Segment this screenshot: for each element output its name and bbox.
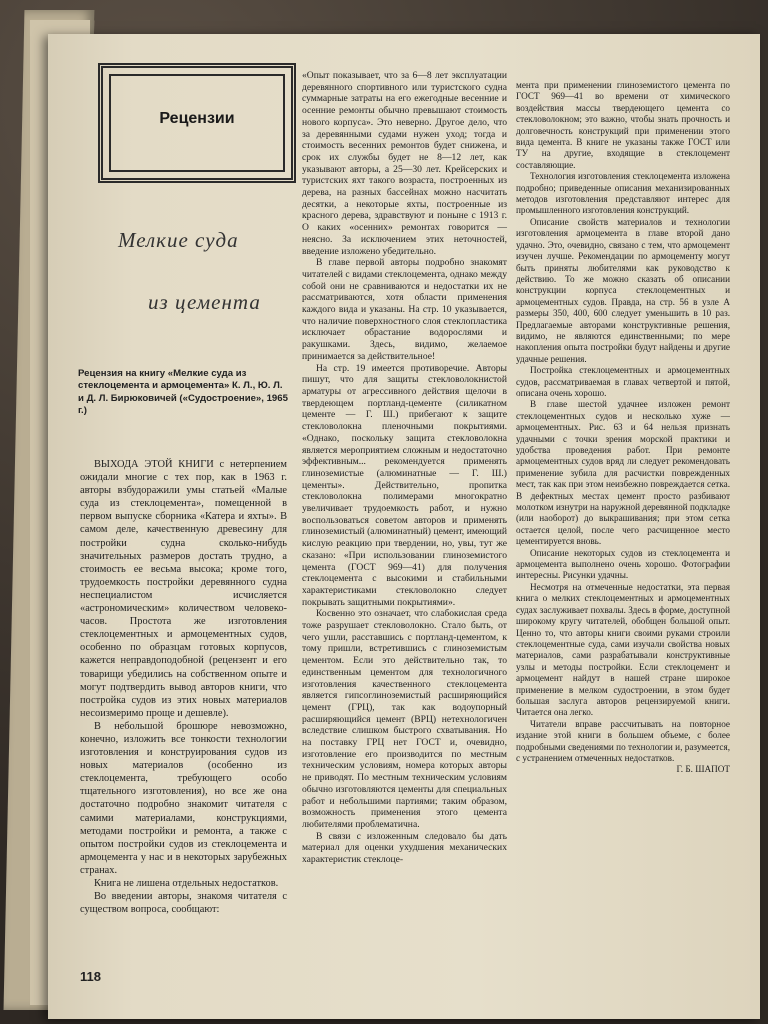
col1-paragraph: Во введении авторы, знакомя читателя с существом вопроса, сообщают:	[80, 891, 287, 916]
col3-paragraph: Описание некоторых судов из стеклоцемента и армоцемента выполнено очень хорошо. Фотографии интересны. Рисунки удачны.	[516, 547, 730, 581]
col1-paragraph: В небольшой брошюре невозможно, конечно, изложить все тонкости технологии изготовления и конструирования судов из новых материалов (особенно из стеклоцемента, требующего особо тщательного изготовления), но все же она достаточно подробно знакомит читателя с самими материалами, конструкциями, методами постройки и ремонта, а также с опытом постройки судов из стеклоцемента и армоцемента у нас и в некоторых зарубежных странах.	[80, 720, 287, 876]
col2-paragraph: В главе первой авторы подробно знакомят читателей с видами стеклоцемента, однако между собой они не сравниваются и недостатки их не рассматриваются, хотя области применения каждого вида и указаны. На стр. 10 указывается, что наличие поверхностного слоя стеклопластика исключает обрастание водорослями и ракушками. Здесь, видимо, желаемое принимается за действительное!	[302, 257, 507, 362]
col3-paragraph: Несмотря на отмеченные недостатки, эта первая книга о мелких стеклоцементных и армоцементных судах заслуживает похвалы. Здесь в форме, доступной широкому кругу читателей, обобщен большой опыт. Ценно то, что авторы книги своими руками строили стеклоцементные суда, сами изучали свойства новых материалов, сами разрабатывали конструктивные узлы и методы постройки. Если стеклоцемент и армоцемент найдут в нашей стране широкое применение в мелком судостроении, в этом будет большая заслуга авторов рецензируемой книги. Читается она легко.	[516, 581, 730, 718]
col2-paragraph: В связи с изложенным следовало бы дать материал для оценки ухудшения механических характеристик стеклоце-	[302, 830, 507, 866]
section-frame	[98, 63, 296, 183]
col1-paragraph: Книга не лишена отдельных недостатков.	[94, 878, 279, 889]
review-subtitle: Рецензия на книгу «Мелкие суда из стеклоцемента и армоцемента» К. Л., Ю. Л. и Д. Л. Бирюковичей («Судостроение», 1965 г.)	[78, 368, 288, 417]
col2-paragraph: Косвенно это означает, что слабокислая среда тоже разрушает стекловолокно. Стало быть, от чего ушли, расставшись с портланд-цементом, к тому пришли, встретившись с глиноземистым цементом. Если это действительно так, то единственным цементом для технологичного изготовления качественного стеклоцемента является гипсоглиноземистый расширяющийся цемент (ГРЦ), так как водоупорный расширяющийся цемент (ВРЦ) нетехнологичен вследствие слишком быстрого схватывания. Но на поставку ГРЦ нет ГОСТ и, очевидно, изготовление его производится по местным техническим условиям, номера которых авторы не приводят. По местным техническим условиям обычно изготовляются цементы для специальных работ и небольшими партиями; таким образом, возможность применения этого цемента любителями проблематична.	[302, 608, 507, 830]
col1-paragraph: ВЫХОДА ЭТОЙ КНИГИ с нетерпением ожидали многие с тех пор, как в 1963 г. авторы взбудоражили умы статьей «Малые суда из стеклоцемента», помещенной в первом выпуске сборника «Катера и яхты». В самом деле, качественную древесину для постройки судна сколько-нибудь значительных размеров достать трудно, а стоимость ее весьма высока; кроме того, трудоемкость постройки деревянного судна неспециалистом исчисляется «астрономическим» количеством человеко-часов. Простота же изготовления стеклоцементных и армоцементных судов, особенно по образцам готовых корпусов, кажется неправдоподобной (рецензент и его товарищи убедились на собственном опыте и могут подтвердить вывод авторов книги, что постройка судов из этих новых материалов несоизмеримо проще и дешевле).	[80, 459, 287, 719]
col3-paragraph: Описание свойств материалов и технологии изготовления армоцемента в главе второй дано удачно. Это, очевидно, связано с тем, что армоцемент изучен лучше. Рекомендации по армоцементу могут быть приняты любителями как руководство к действию. То же можно сказать об описании конструкции корпуса стеклоцементных и армоцементных судов. Правда, на стр. 56 в узле А размеры 350, 400, 600 следует уменьшить в 10 раз. Предлагаемые авторами конструктивные решения, видимо, не являются единственными; по мере накопления опыта постройки будут найдены и другие удачные решения.	[516, 216, 730, 364]
article-title-line1: Мелкие суда	[118, 228, 239, 252]
col3-paragraph: В главе шестой удачнее изложен ремонт стеклоцементных судов и несколько хуже — армоцементных. Рис. 63 и 64 нельзя признать удачными с точки зрения морской практики и удобства проведения работ. При ремонте армоцементных судов вряд ли следует рекомендовать применение зубила для расчистки поврежденных мест, так как при этом неизбежно повреждается сетка. В дефектных местах цемент просто разбивают молотком изнутри на наружной деревянной подкладке (или наоборот) до выкрашивания; при этом сетка остается целой, после чего расчищенное место цементируется вновь.	[516, 399, 730, 547]
col3-paragraph: Постройка стеклоцементных и армоцементных судов, рассматриваемая в главах четвертой и пятой, описана очень хорошо.	[516, 365, 730, 398]
col2-paragraph: На стр. 19 имеется противоречие. Авторы пишут, что для защиты стекловолокнистой арматуры от агрессивного действия щелочи в твердеющем портланд-цементе (силикатном цементе — Г. Ш.) прибегают к защите стекловолокна пленочными покрытиями. «Однако, поскольку защита стекловолокна является мероприятием сложным и недостаточно эффективным... рекомендуется применять глиноземистые (алюминатные — Г. Ш.) цементы». Действительно, пропитка стекловолокна полимерами многократно увеличивает трудоемкость работ, и нужно воспользоваться советом авторов и применять глиноземистый (алюминатный) цемент, имеющий кислую реакцию при твердении, но, увы, тут же сказано: «При использовании глиноземистого цемента (ГОСТ 969—41) для получения стеклоцемента с высокими и стабильными характеристиками стекловолокно следует покрывать защитными покрытиями».	[302, 362, 507, 608]
column-3	[516, 80, 730, 776]
column-2	[302, 70, 507, 866]
col3-paragraph: мента при применении глиноземистого цемента по ГОСТ 969—41 во времени от химического воздействия массы твердеющего цемента со стекловолокном; это важно, чтобы знать прочность и долговечность конструкций при применении этого вида цемента. В книге не указаны также ГОСТ или ТУ на другие, входящие в стеклоцемент составляющие.	[516, 80, 730, 170]
col2-paragraph: «Опыт показывает, что за 6—8 лет эксплуатации деревянного спортивного или туристского судна суммарные затраты на его ежегодные весенние и осенние ремонты обычно превышают стоимость нового корпуса». Это неверно. Другое дело, что за деревянными судами нужен уход; тогда и стоимость весенних ремонтов будет снижена, и срок их службы будет не 8—12 лет, как указывают авторы, а 25—30 лет. Крейсерских и туристских яхт такого возраста, построенных из дерева, на разных бассейнах можно насчитать десятки, а некоторые яхты, построенные из красного дерева, здравствуют и поныне с 1913 г. О каких «осенних» ремонтах говорится — неясно. За исключением этих неточностей, введение изложено убедительно.	[302, 70, 507, 257]
col3-paragraph: Технология изготовления стеклоцемента изложена подробно; приведенные описания механизированных методов изготовления представляют интерес для промышленного изготовления конструкций.	[516, 171, 730, 216]
col3-paragraph: Читатели вправе рассчитывать на повторное издание этой книги в большем объеме, с более подробными сведениями по технологии и, разумеется, с устранением отмеченных недостатков.	[516, 718, 730, 763]
author-signature: Г. Б. ШАПОТ	[676, 764, 730, 775]
column-1	[80, 458, 287, 916]
article-title-line2: из цемента	[148, 290, 261, 314]
page-number: 118	[80, 969, 101, 984]
section-heading: Рецензии	[159, 110, 235, 127]
